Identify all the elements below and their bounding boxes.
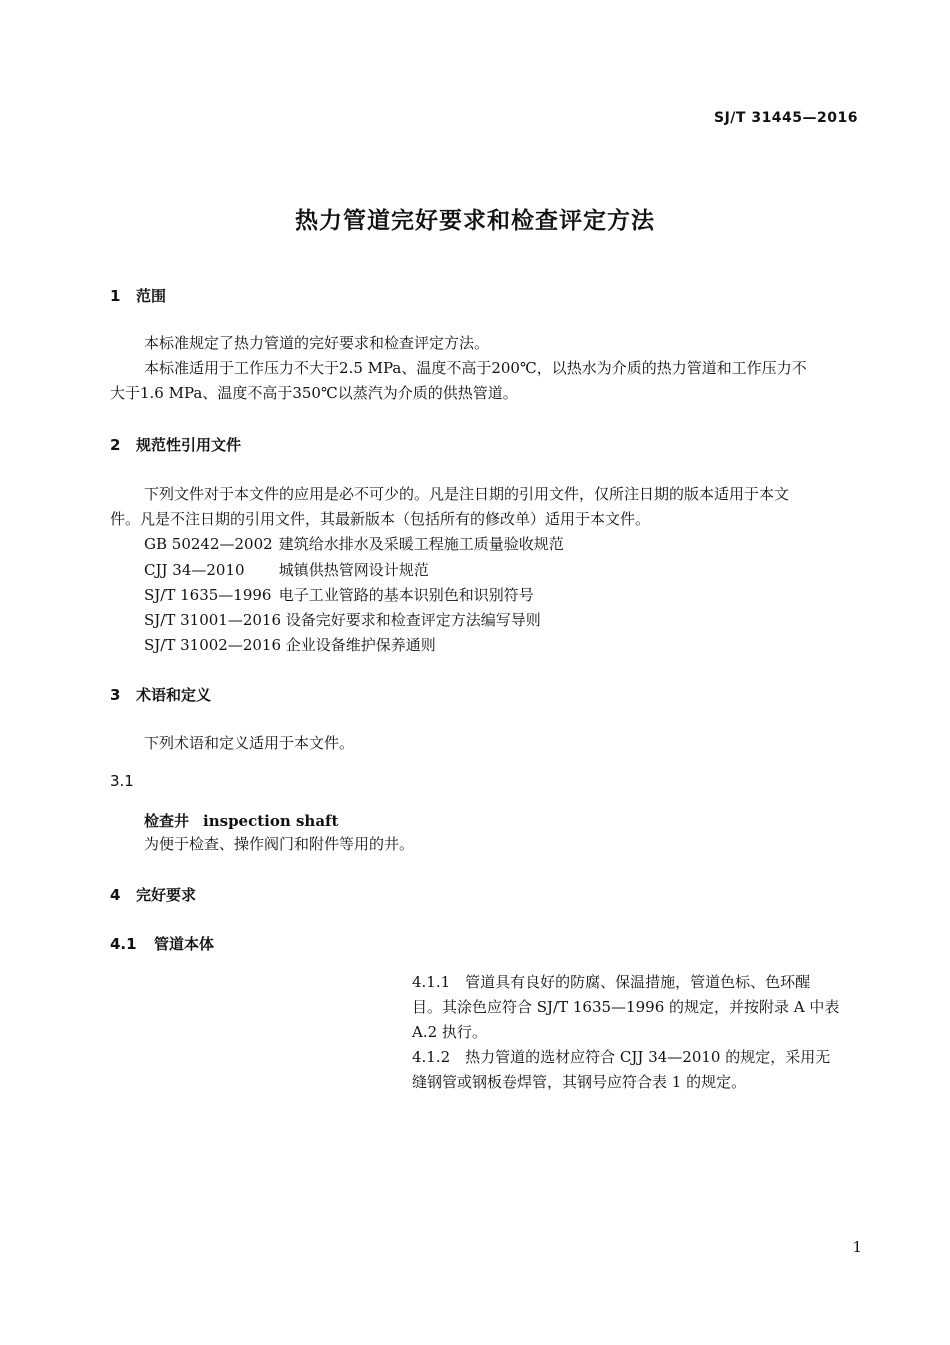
subsection-number: 4.1: [110, 935, 137, 953]
subsection-4-1-heading: [110, 933, 214, 954]
section-2-heading: [110, 434, 241, 455]
section-4-heading: [110, 884, 196, 905]
reference-title: 设备完好要求和检查评定方法编写导则: [285, 611, 541, 629]
section-number: 2: [110, 436, 121, 454]
terms-intro: 下列术语和定义适用于本文件。: [144, 734, 355, 752]
section-title: 规范性引用文件: [136, 436, 242, 454]
section-number: 4: [110, 886, 121, 904]
page-number: 1: [852, 1238, 862, 1256]
reference-title: 城镇供热管网设计规范: [278, 561, 429, 579]
reference-code: SJ/T 31001—2016: [144, 611, 282, 629]
scope-paragraph-2-line-2: 大于1.6 MPa、温度不高于350℃以蒸汽为介质的供热管道。: [110, 384, 518, 402]
standard-code: SJ/T 31445—2016: [714, 110, 858, 126]
term-definition: 为便于检查、操作阀门和附件等用的井。: [144, 835, 415, 853]
section-title: 术语和定义: [136, 686, 212, 704]
reference-code: GB 50242—2002: [144, 535, 273, 553]
reference-code: CJJ 34—2010: [144, 561, 245, 579]
reference-title: 建筑给水排水及采暖工程施工质量验收规范: [278, 535, 564, 553]
section-number: 1: [110, 287, 121, 305]
section-1-heading: [110, 285, 166, 306]
reference-title: 电子工业管路的基本识别色和识别符号: [278, 586, 534, 604]
clause-line: A.2 执行。: [412, 1023, 487, 1041]
reference-item: [144, 533, 564, 554]
section-title: 范围: [136, 287, 167, 305]
section-3-heading: [110, 684, 211, 705]
reference-title: 企业设备维护保养通则: [285, 636, 436, 654]
scope-paragraph-2-line-1: 本标准适用于工作压力不大于2.5 MPa、温度不高于200℃，以热水为介质的热力管道和工作压力不: [144, 359, 807, 377]
subsection-3-1-number: 3.1: [110, 772, 134, 790]
clause-4-1-1: [412, 970, 862, 1045]
clause-4-1-2: [412, 1045, 862, 1095]
reference-item: [144, 634, 436, 655]
section-number: 3: [110, 686, 121, 704]
clause-line: 4.1.2 热力管道的选材应符合 CJJ 34—2010 的规定，采用无: [412, 1048, 831, 1066]
reference-item: [144, 584, 534, 605]
term-english: inspection shaft: [203, 812, 339, 830]
reference-item: [144, 559, 429, 580]
term-chinese: 检查井: [144, 812, 190, 830]
clause-line: 4.1.1 管道具有良好的防腐、保温措施，管道色标、色环醒: [412, 973, 811, 991]
reference-code: SJ/T 31002—2016: [144, 636, 282, 654]
reference-item: [144, 609, 541, 630]
term-entry: [144, 810, 338, 831]
clause-line: 缝钢管或钢板卷焊管，其钢号应符合表 1 的规定。: [412, 1073, 747, 1091]
document-title: 热力管道完好要求和检查评定方法: [295, 208, 655, 234]
subsection-title: 管道本体: [154, 935, 215, 953]
section-title: 完好要求: [136, 886, 197, 904]
references-intro-line-2: 件。凡是不注日期的引用文件，其最新版本（包括所有的修改单）适用于本文件。: [110, 510, 651, 528]
clause-line: 目。其涂色应符合 SJ/T 1635—1996 的规定，并按附录 A 中表: [412, 998, 840, 1016]
scope-paragraph-1: 本标准规定了热力管道的完好要求和检查评定方法。: [144, 334, 490, 352]
references-intro-line-1: 下列文件对于本文件的应用是必不可少的。凡是注日期的引用文件，仅所注日期的版本适用于本文: [144, 485, 790, 503]
reference-code: SJ/T 1635—1996: [144, 586, 272, 604]
